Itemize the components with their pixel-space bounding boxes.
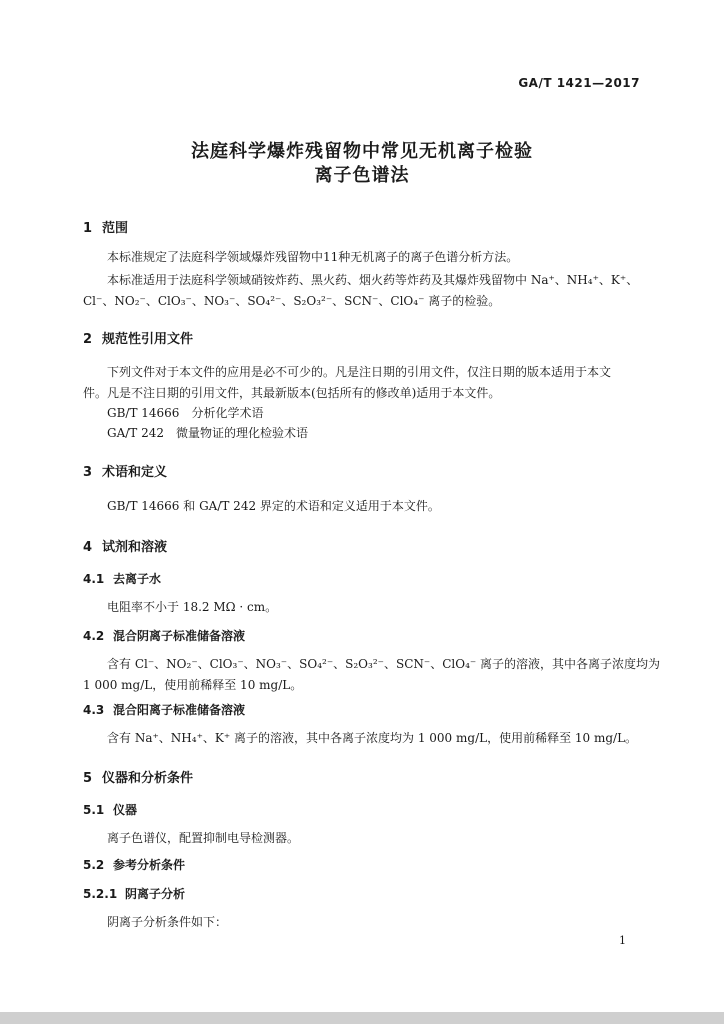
section-title: 术语和定义 xyxy=(102,465,168,480)
subsection-number: 4.3 xyxy=(83,703,105,717)
section-4-heading xyxy=(83,536,167,555)
subsection-title: 去离子水 xyxy=(113,572,162,586)
paragraph: 本标准规定了法庭科学领域爆炸残留物中11种无机离子的离子色谱分析方法。 xyxy=(107,250,519,264)
section-2-heading xyxy=(83,328,193,347)
subsection-number: 4.2 xyxy=(83,629,105,643)
subsection-5-1-heading xyxy=(83,801,137,818)
paragraph: 本标准适用于法庭科学领域硝铵炸药、黑火药、烟火药等炸药及其爆炸残留物中 Na⁺、NH₄⁺、K⁺、 xyxy=(107,273,639,287)
paragraph: 下列文件对于本文件的应用是必不可少的。凡是注日期的引用文件，仅注日期的版本适用于本文 xyxy=(107,365,612,379)
section-5-heading xyxy=(83,767,193,786)
document-title-line1: 法庭科学爆炸残留物中常见无机离子检验 xyxy=(191,141,533,162)
subsection-number: 5.2.1 xyxy=(83,887,118,901)
normative-reference: GA/T 242 微量物证的理化检验术语 xyxy=(107,426,309,440)
subsection-title: 仪器 xyxy=(113,803,138,817)
paragraph: 离子色谱仪，配置抑制电导检测器。 xyxy=(107,831,300,845)
paragraph: 阴离子分析条件如下： xyxy=(107,915,228,929)
section-title: 仪器和分析条件 xyxy=(102,771,194,786)
paragraph: 电阻率不小于 18.2 MΩ · cm。 xyxy=(107,600,278,614)
document-title-line2: 离子色谱法 xyxy=(314,165,410,186)
section-number: 5 xyxy=(83,771,93,786)
section-title: 规范性引用文件 xyxy=(102,332,194,347)
section-3-heading xyxy=(83,461,167,480)
subsection-4-3-heading xyxy=(83,701,245,718)
subsection-4-1-heading xyxy=(83,570,161,587)
normative-reference: GB/T 14666 分析化学术语 xyxy=(107,406,264,420)
subsection-number: 4.1 xyxy=(83,572,105,586)
paragraph-continued: 件。凡是不注日期的引用文件，其最新版本(包括所有的修改单)适用于本文件。 xyxy=(83,386,501,400)
section-1-heading xyxy=(83,217,128,236)
bottom-edge-bar xyxy=(0,1012,724,1024)
paragraph: 含有 Na⁺、NH₄⁺、K⁺ 离子的溶液，其中各离子浓度均为 1 000 mg/L，使用前稀释至 10 mg/L。 xyxy=(107,731,638,745)
standard-code: GA/T 1421—2017 xyxy=(518,76,640,90)
paragraph-continued: 1 000 mg/L，使用前稀释至 10 mg/L。 xyxy=(83,678,303,692)
subsection-title: 参考分析条件 xyxy=(113,858,186,872)
section-title: 范围 xyxy=(102,221,129,236)
subsection-title: 混合阴离子标准储备溶液 xyxy=(113,629,246,643)
subsection-4-2-heading xyxy=(83,627,245,644)
paragraph-continued: Cl⁻、NO₂⁻、ClO₃⁻、NO₃⁻、SO₄²⁻、S₂O₃²⁻、SCN⁻、ClO₄⁻ 离子的检验。 xyxy=(83,294,501,308)
section-number: 4 xyxy=(83,540,93,555)
page-number: 1 xyxy=(619,934,626,947)
subsection-5-2-1-heading xyxy=(83,885,185,902)
paragraph: GB/T 14666 和 GA/T 242 界定的术语和定义适用于本文件。 xyxy=(107,499,440,513)
section-number: 2 xyxy=(83,332,93,347)
subsection-5-2-heading xyxy=(83,856,185,873)
subsection-number: 5.1 xyxy=(83,803,105,817)
section-number: 3 xyxy=(83,465,93,480)
subsection-title: 混合阳离子标准储备溶液 xyxy=(113,703,246,717)
subsection-number: 5.2 xyxy=(83,858,105,872)
subsection-title: 阴离子分析 xyxy=(125,887,186,901)
paragraph: 含有 Cl⁻、NO₂⁻、ClO₃⁻、NO₃⁻、SO₄²⁻、S₂O₃²⁻、SCN⁻、ClO₄⁻ 离子的溶液，其中各离子浓度均为 xyxy=(107,657,661,671)
section-title: 试剂和溶液 xyxy=(102,540,168,555)
section-number: 1 xyxy=(83,221,93,236)
